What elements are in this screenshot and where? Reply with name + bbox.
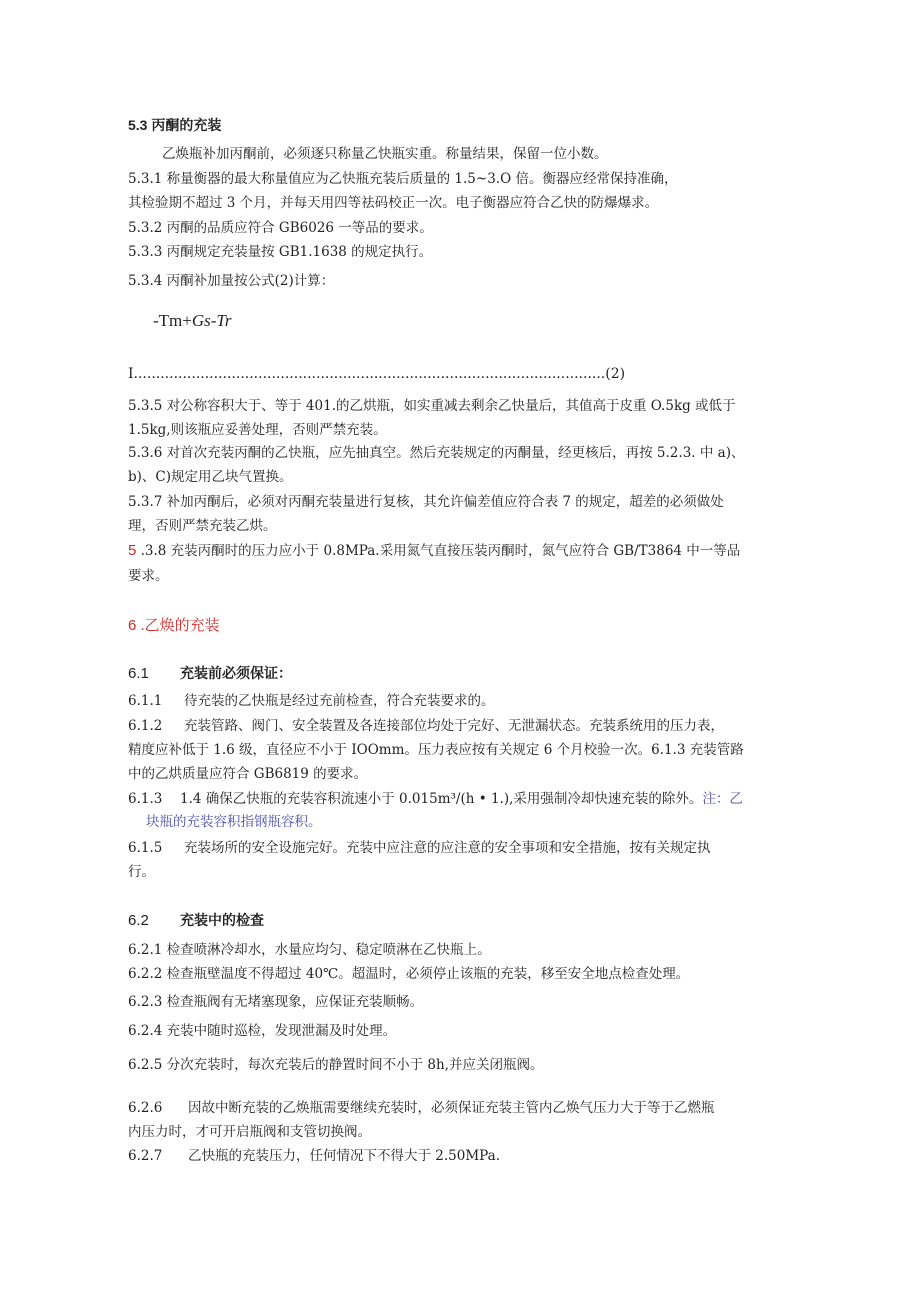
para-5-3-7-line2: 理，否则严禁充装乙烘。 <box>128 518 277 534</box>
para-5-3-8-line2: 要求。 <box>128 568 169 584</box>
para-5-3-8-line1 <box>128 541 740 561</box>
para-6-1-5-number: 6.1.5 <box>128 840 163 856</box>
para-5-3-5-line1: 5.3.5 对公称容积大于、等于 401.的乙烘瓶，如实重减去剩余乙快量后，其值高于皮重 O.5kg 或低于 <box>128 398 736 414</box>
para-6-1-2-line2: 精度应补低于 1.6 级，直径应不小于 IOOmm。压力表应按有关规定 6 个月校验一次。6.1.3 充装管路 <box>128 742 744 758</box>
para-6-1-3-line1 <box>128 789 743 809</box>
para-6-2-5: 6.2.5 分次充装时，每次充装后的静置时间不小于 8h,并应关闭瓶阀。 <box>128 1057 544 1073</box>
formula-dotline: I..........................................................................................................(2) <box>128 366 626 382</box>
para-6-2-6-line2: 内压力时，才可开启瓶阀和支管切换阀。 <box>128 1124 371 1140</box>
para-6-1-3-line2: 块瓶的充装容积指钢瓶容积。 <box>146 814 322 830</box>
para-6-2-7-text: 乙快瓶的充装压力，任何情况下不得大于 2.50MPa. <box>188 1148 500 1164</box>
para-5-3-1-line2: 其检验期不超过 3 个月，并每天用四等祛码校正一次。电子衡器应符合乙快的防爆爆求。 <box>128 195 659 211</box>
para-6-2-6-number: 6.2.6 <box>128 1100 163 1116</box>
para-6-1-2-line3: 中的乙烘质量应符合 GB6819 的要求。 <box>128 766 368 782</box>
para-5-3-4: 5.3.4 丙酮补加量按公式(2)计算： <box>128 273 335 289</box>
section-6-2-title <box>128 910 264 931</box>
para-6-2-6-line1 <box>128 1098 715 1118</box>
para-5-3-6-line1: 5.3.6 对首次充装丙酮的乙快瓶，应先抽真空。然后充装规定的丙酮量，经更核后，再按 5.2.3. 中 a)、 <box>128 445 745 461</box>
para-6-1-2-number: 6.1.2 <box>128 718 163 734</box>
para-6-1-5-text: 充装场所的安全设施完好。充装中应注意的应注意的安全事项和安全措施，按有关规定执 <box>184 840 711 856</box>
section-6-2-number: 6.2 <box>128 912 149 929</box>
para-6-2-3: 6.2.3 检查瓶阀有无堵塞现象，应保证充装顺畅。 <box>128 994 424 1010</box>
section-6-1-number: 6.1 <box>128 665 149 682</box>
para-5-3-2: 5.3.2 丙酮的品质应符合 GB6026 一等品的要求。 <box>128 220 433 236</box>
para-5-3-1-line1: 5.3.1 称量衡器的最大称量值应为乙快瓶充装后质量的 1.5~3.O 倍。衡器应经常保持准确， <box>128 171 678 187</box>
section-6-number: 6 <box>128 617 137 634</box>
para-5-3-3: 5.3.3 丙酮规定充装量按 GB1.1638 的规定执行。 <box>128 244 433 260</box>
section-6-2-label: 充装中的检查 <box>180 912 264 928</box>
formula-part-a: -Tm+ <box>153 311 192 330</box>
para-5-3-8-number: 5 <box>128 542 137 559</box>
para-6-2-6-text: 因故中断充装的乙焕瓶需要继续充装时，必须保证充装主管内乙焕气压力大于等于乙燃瓶 <box>188 1100 715 1116</box>
para-6-2-7 <box>128 1146 500 1166</box>
para-6-1-2-text: 充装管路、阀门、安全装置及各连接部位均处于完好、无泄漏状态。充装系统用的压力表， <box>184 718 724 734</box>
para-6-1-1 <box>128 691 495 711</box>
para-5-3-6-line2: b)、C)规定用乙块气置换。 <box>128 469 293 485</box>
section-6-title <box>128 616 220 636</box>
para-5-3-8-text: .3.8 充装丙酮时的压力应小于 0.8MPa.采用氮气直接压装丙酮时，氮气应符合 GB/T3864 中一等品 <box>136 543 741 559</box>
para-6-2-4: 6.2.4 充装中随时巡检，发现泄漏及时处理。 <box>128 1023 397 1039</box>
para-6-1-1-text: 待充装的乙快瓶是经过充前检查，符合充装要求的。 <box>184 693 495 709</box>
section-6-1-title <box>128 663 292 684</box>
formula <box>153 311 232 331</box>
para-6-1-5-line1 <box>128 838 711 858</box>
section-6-label: .乙焕的充装 <box>136 617 220 634</box>
section-5-3-title: 5.3 丙酮的充装 <box>128 117 222 133</box>
section-6-1-label: 充装前必须保证： <box>180 665 292 681</box>
para-5-3-5-line2: 1.5kg,则该瓶应妥善处理，否则严禁充装。 <box>128 422 387 438</box>
para-6-1-3-number: 6.1.3 <box>128 791 163 807</box>
para-6-1-3-note: 注：乙 <box>702 791 743 807</box>
para-6-2-2: 6.2.2 检查瓶壁温度不得超过 40℃。超温时，必须停止该瓶的充装，移至安全地点检查处理。 <box>128 966 690 982</box>
para-5-3-intro: 乙焕瓶补加丙酮前，必须逐只称量乙快瓶实重。称量结果，保留一位小数。 <box>162 146 608 162</box>
para-6-2-7-number: 6.2.7 <box>128 1148 163 1164</box>
para-6-2-1: 6.2.1 检查喷淋冷却水，水量应均匀、稳定喷淋在乙快瓶上。 <box>128 942 491 958</box>
para-6-1-1-number: 6.1.1 <box>128 693 163 709</box>
para-6-1-3-text: 1.4 确保乙快瓶的充装容积流速小于 0.015m³/(h • 1.),采用强制冷却快速充装的除外。 <box>180 791 703 807</box>
para-6-1-5-line2: 行。 <box>128 864 155 880</box>
para-5-3-7-line1: 5.3.7 补加丙酮后，必须对丙酮充装量进行复核，其允许偏差值应符合表 7 的规定，超差的必须做处 <box>128 494 724 510</box>
formula-part-b: Gs-Tr <box>191 311 232 330</box>
para-6-1-2-line1 <box>128 716 724 736</box>
